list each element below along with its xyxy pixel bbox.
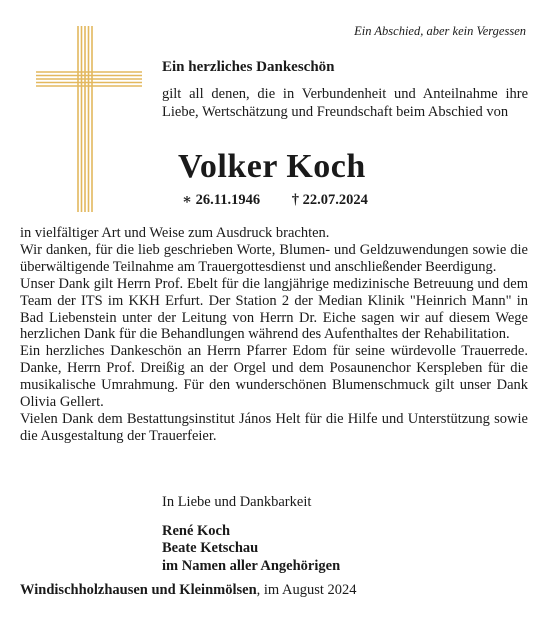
- motto: Ein Abschied, aber kein Vergessen: [354, 24, 526, 38]
- paragraph: Ein herzliches Dankeschön an Herrn Pfarrer Edom für seine würdevolle Trauerrede. Danke, Herrn Prof. Dreißig an der Orgel und dem Posaunenchor Kerspleben für die musikalische Umrahmung. Für den wunderschönen Blumenschmuck gilt unser Dank Olivia Gellert.: [20, 343, 528, 411]
- paragraph: Unser Dank gilt Herrn Prof. Ebelt für die langjährige medizinische Betreuung und dem Team der ITS im KKH Erfurt. Der Station 2 der Median Klinik "Heinrich Mann" in Bad Liebenstein unter der Leitung von Herrn Dr. Eiche sagen wir auf diesem Wege herzlichen Dank für die Behandlungen während des Aufenthaltes der Rehabilitation.: [20, 275, 528, 343]
- paragraph: in vielfältiger Art und Weise zum Ausdruck brachten.: [20, 225, 330, 241]
- life-dates: [182, 191, 368, 209]
- thanks-intro: gilt all denen, die in Verbundenheit und Anteilnahme ihre Liebe, Wertschätzung und Freundschaft beim Abschied von: [162, 86, 528, 120]
- paragraph: Vielen Dank dem Bestattungsinstitut János Helt für die Hilfe und Unterstützung sowie die Ausgestaltung der Trauerfeier.: [20, 410, 528, 444]
- signer: Beate Ketschau: [162, 540, 259, 557]
- signer: René Koch: [162, 523, 231, 540]
- birth-date: ∗ 26.11.1946: [182, 192, 261, 208]
- signer: im Namen aller Angehörigen: [162, 557, 341, 574]
- closing-line: In Liebe und Dankbarkeit: [162, 494, 312, 510]
- signature-block: [162, 494, 340, 575]
- date: , im August 2024: [256, 582, 357, 598]
- birth-star-icon: ∗: [182, 192, 193, 208]
- death-date: † 22.07.2024: [291, 192, 368, 208]
- paragraph: Wir danken, für die lieb geschrieben Worte, Blumen- und Geldzuwendungen sowie die überwältigende Teilnahme am Trauergottesdienst und anschließender Beerdigung.: [20, 241, 528, 275]
- cross-icon: [34, 24, 144, 214]
- thanks-title: Ein herzliches Dankeschön: [162, 59, 335, 75]
- thanks-body: [20, 225, 528, 445]
- place-date-line: [20, 582, 357, 599]
- thanks-heading-block: [162, 58, 528, 121]
- place: Windischholzhausen und Kleinmölsen: [20, 582, 257, 598]
- deceased-name: Volker Koch: [178, 148, 366, 185]
- death-cross-icon: †: [291, 192, 299, 208]
